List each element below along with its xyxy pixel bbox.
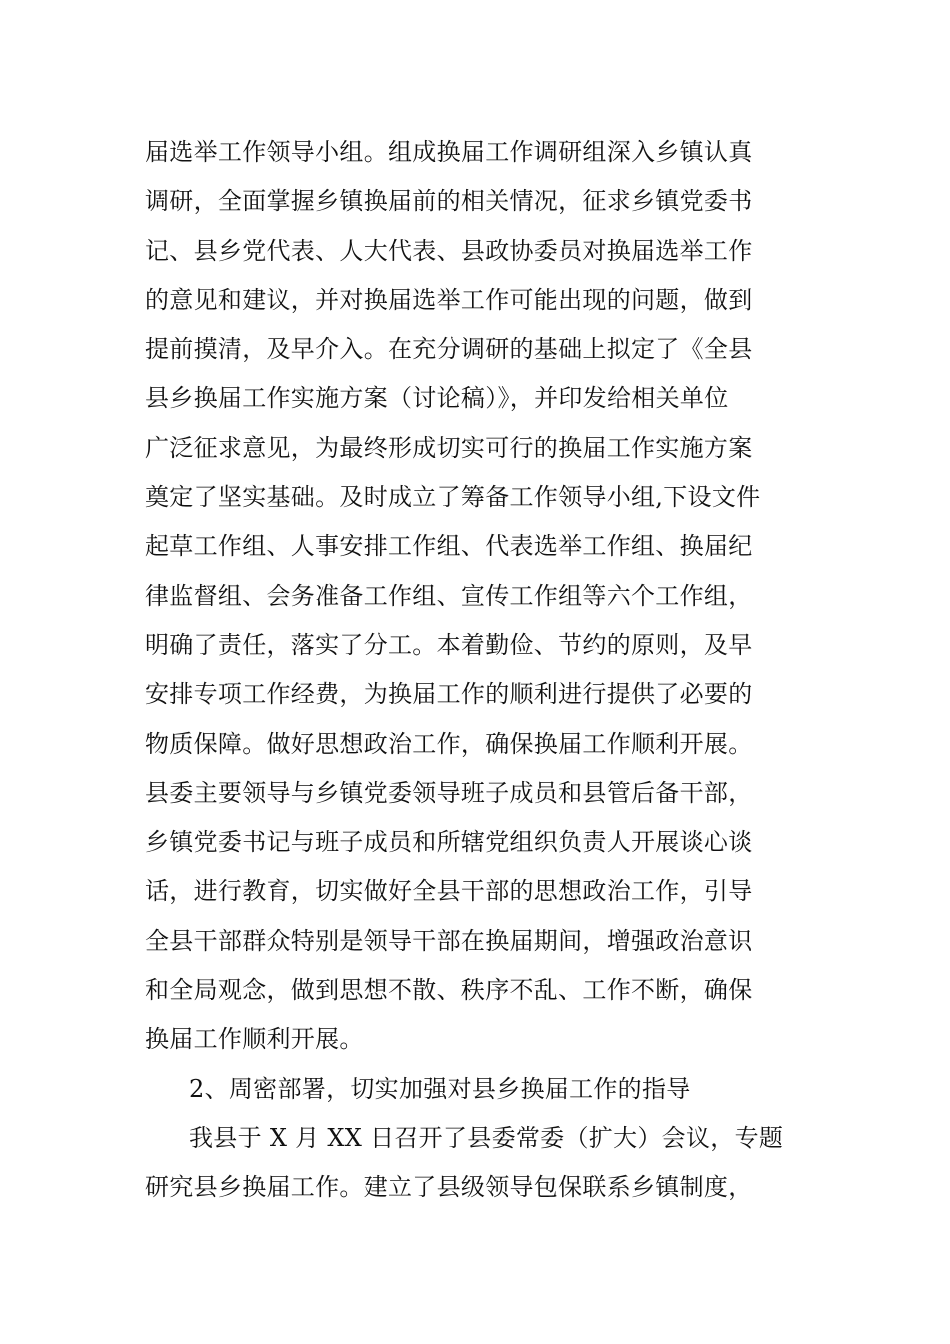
text-line: 明确了责任，落实了分工。本着勤俭、节约的原则，及早 xyxy=(145,630,753,659)
text-line: 话，进行教育，切实做好全县干部的思想政治工作，引导 xyxy=(145,877,753,906)
text-line: 记、县乡党代表、人大代表、县政协委员对换届选举工作 xyxy=(145,236,753,265)
section-heading: 2、周密部署，切实加强对县乡换届工作的指导 xyxy=(189,1074,691,1103)
text-line: 广泛征求意见，为最终形成切实可行的换届工作实施方案 xyxy=(145,433,753,462)
text-line: 起草工作组、人事安排工作组、代表选举工作组、换届纪 xyxy=(145,532,753,561)
text-line: 县乡换届工作实施方案（讨论稿）》，并印发给相关单位 xyxy=(145,384,729,413)
text-line: 全县干部群众特别是领导干部在换届期间，增强政治意识 xyxy=(145,926,753,955)
text-line: 安排专项工作经费，为换届工作的顺利进行提供了必要的 xyxy=(145,680,753,709)
document-body xyxy=(145,128,810,1213)
text-line: 县委主要领导与乡镇党委领导班子成员和县管后备干部， xyxy=(145,778,753,807)
text-line: 物质保障。做好思想政治工作，确保换届工作顺利开展。 xyxy=(145,729,753,758)
text-line: 研究县乡换届工作。建立了县级领导包保联系乡镇制度， xyxy=(145,1173,753,1202)
text-line: 提前摸清，及早介入。在充分调研的基础上拟定了《全县 xyxy=(145,335,753,364)
text-line: 我县于 X 月 XX 日召开了县委常委（扩大）会议，专题 xyxy=(189,1123,784,1152)
text-line: 届选举工作领导小组。组成换届工作调研组深入乡镇认真 xyxy=(145,138,753,166)
text-line: 的意见和建议，并对换届选举工作可能出现的问题，做到 xyxy=(145,285,753,314)
text-line: 换届工作顺利开展。 xyxy=(145,1025,364,1054)
text-line: 奠定了坚实基础。及时成立了筹备工作领导小组,下设文件 xyxy=(145,483,761,512)
text-line: 调研，全面掌握乡镇换届前的相关情况，征求乡镇党委书 xyxy=(145,187,753,216)
text-line: 乡镇党委书记与班子成员和所辖党组织负责人开展谈心谈 xyxy=(145,828,753,857)
text-line: 和全局观念，做到思想不散、秩序不乱、工作不断，确保 xyxy=(145,976,753,1005)
text-line: 律监督组、会务准备工作组、宣传工作组等六个工作组， xyxy=(145,581,753,610)
